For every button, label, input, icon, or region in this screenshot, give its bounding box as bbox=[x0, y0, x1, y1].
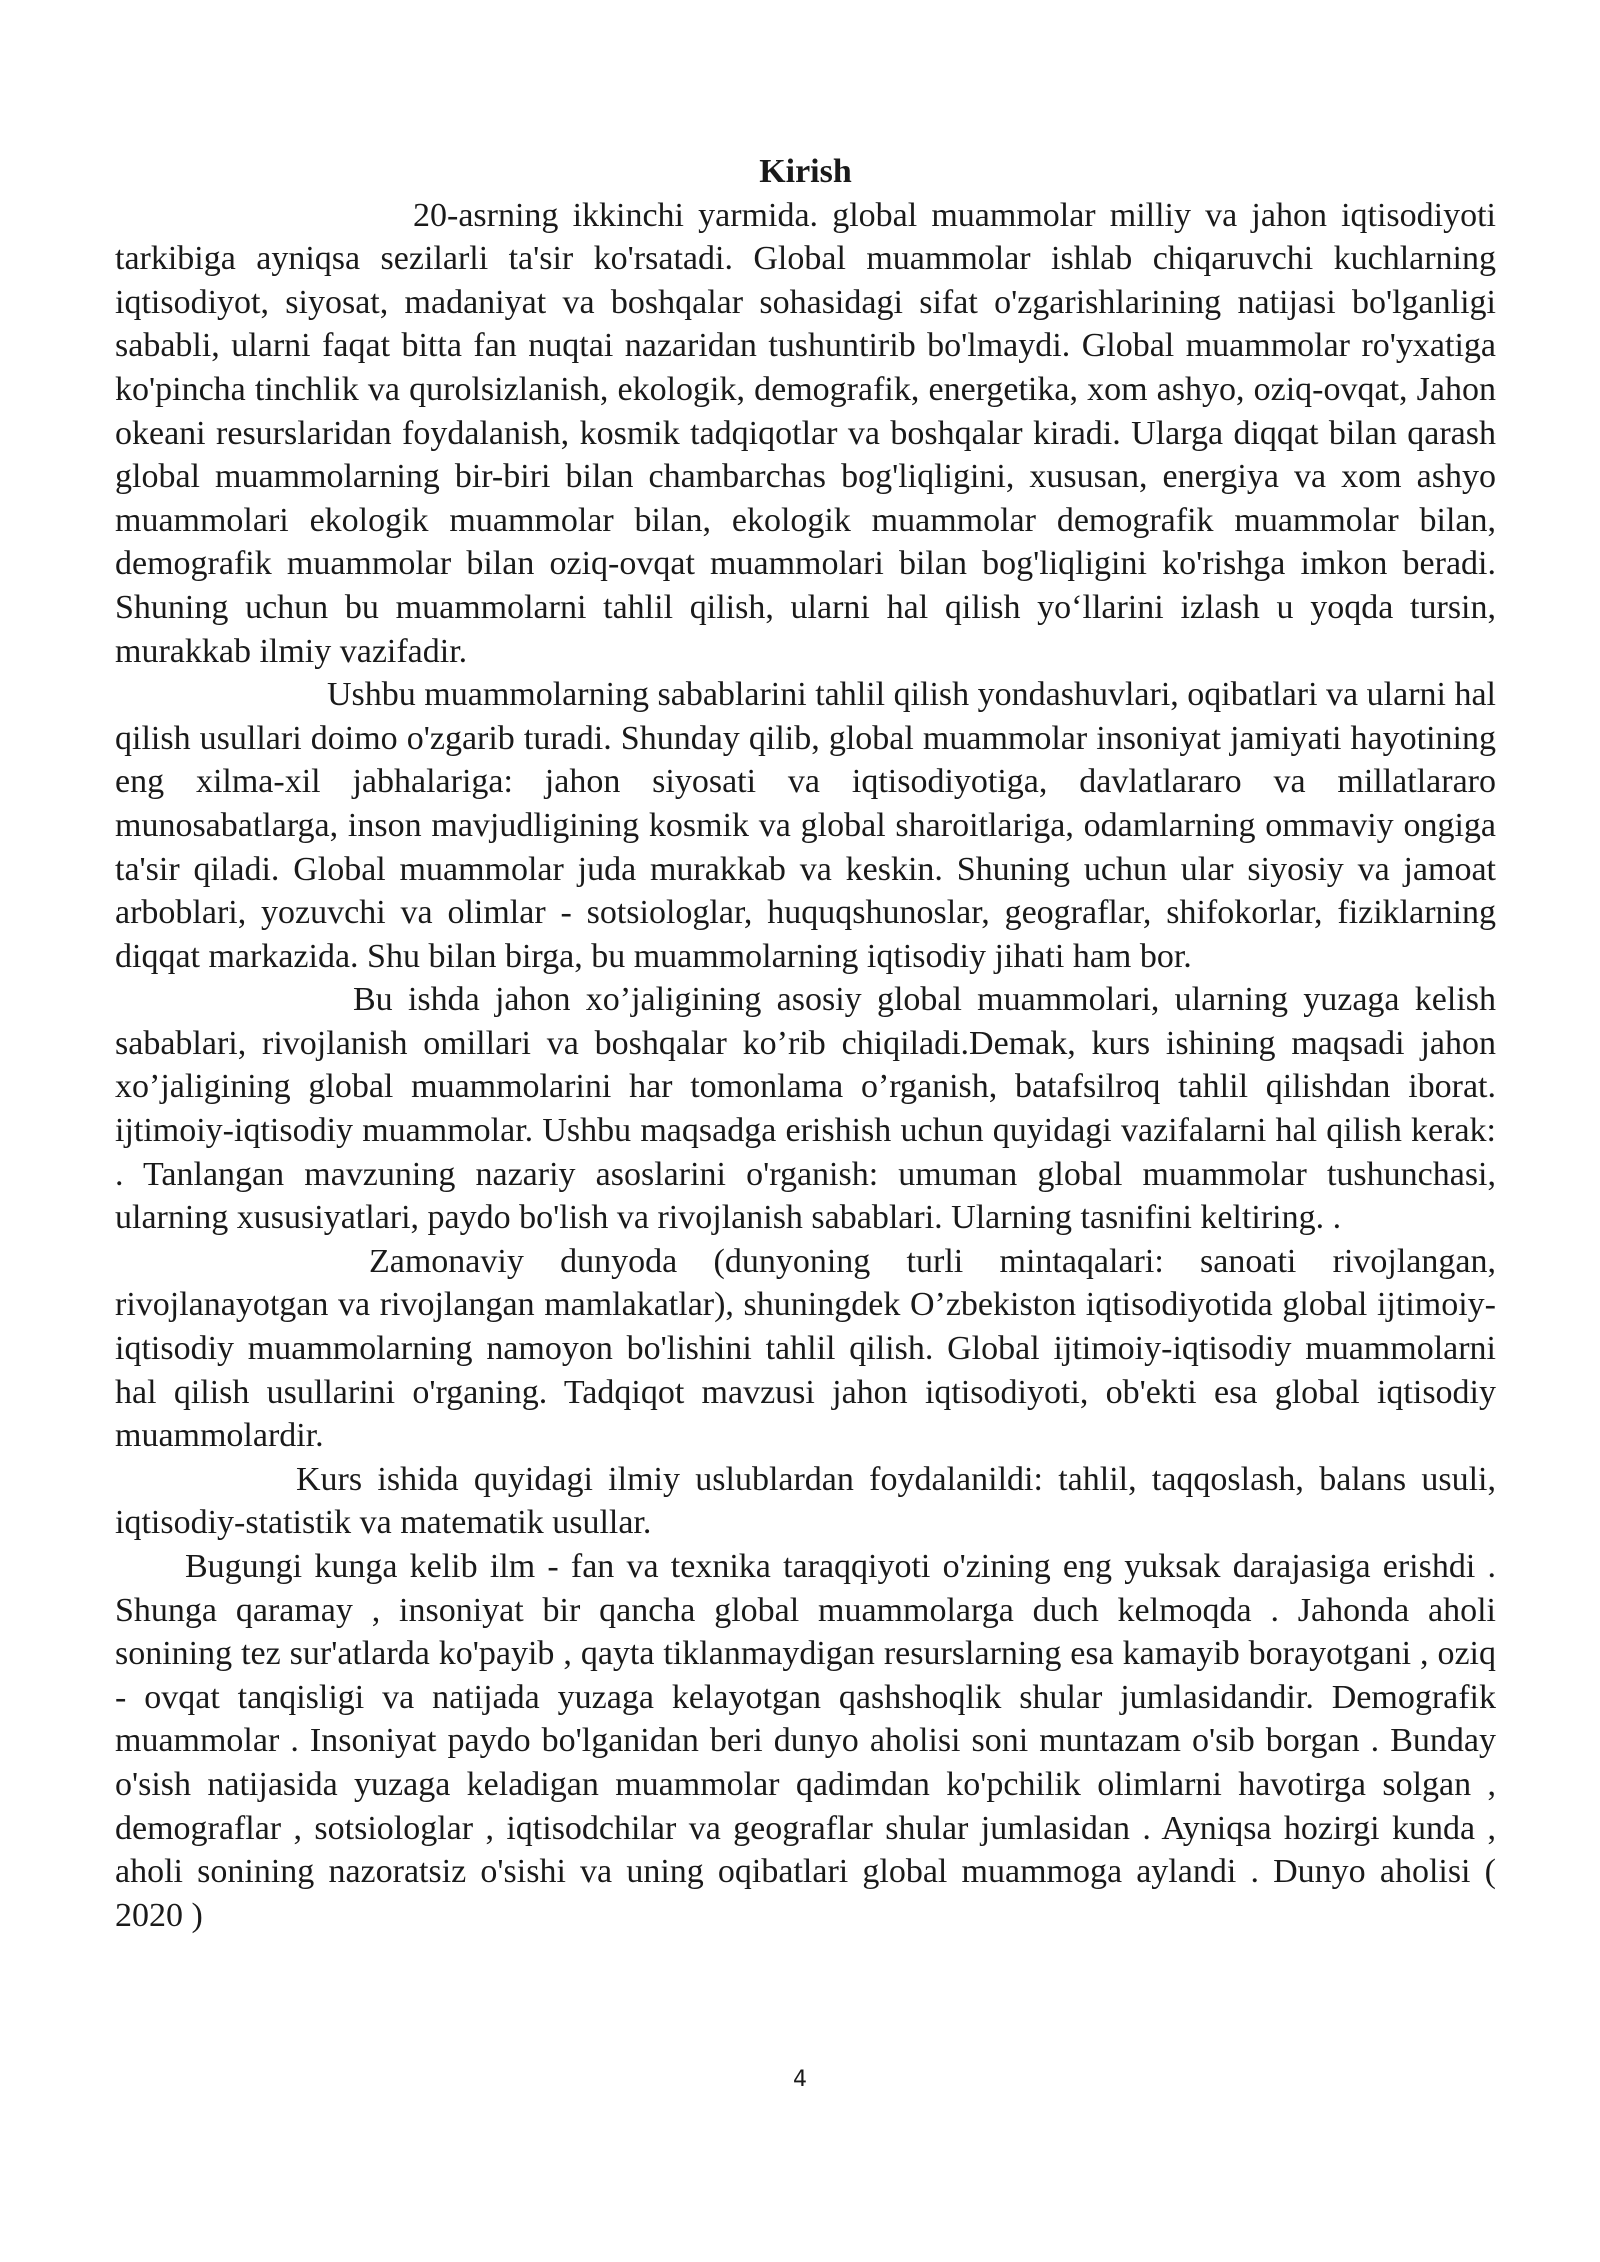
document-body bbox=[115, 150, 1496, 1937]
paragraph-4: Zamonaviy dunyoda (dunyoning turli mintaqalari: sanoati rivojlangan, rivojlanayotgan va rivojlangan mamlakatlar), shuningdek O’zbekiston iqtisodiyotida global ijtimoiy-iqtisodiy muammolarning namoyon bo'lishini tahlil qilish. Global ijtimoiy-iqtisodiy muammolarni hal qilish usullarini o'rganing. Tadqiqot mavzusi jahon iqtisodiyoti, ob'ekti esa global iqtisodiy muammolardir. bbox=[115, 1242, 1496, 1455]
paragraph-3: Bu ishda jahon xo’jaligining asosiy global muammolari, ularning yuzaga kelish sabablari, rivojlanish omillari va boshqalar ko’rib chiqiladi.Demak, kurs ishining maqsadi jahon xo’jaligining global muammolarini har tomonlama o’rganish, batafsilroq tahlil qilishdan iborat. ijtimoiy-iqtisodiy muammolar. Ushbu maqsadga erishish uchun quyidagi vazifalarni hal qilish kerak: . Tanlangan mavzuning nazariy asoslarini o'rganish: umuman global muammolar tushunchasi, ularning xususiyatlari, paydo bo'lish va rivojlanish sabablari. Ularning tasnifini keltiring. . bbox=[115, 981, 1496, 1237]
paragraph-5: Kurs ishida quyidagi ilmiy uslublardan foydalanildi: tahlil, taqqoslash, balans usuli, iqtisodiy-statistik va matematik usullar. bbox=[115, 1460, 1496, 1542]
paragraph-2: Ushbu muammolarning sabablarini tahlil qilish yondashuvlari, oqibatlari va ularni hal qilish usullari doimo o'zgarib turadi. Shunday qilib, global muammolar insoniyat jamiyati hayotining eng xilma-xil jabhalariga: jahon siyosati va iqtisodiyotiga, davlatlararo va millatlararo munosabatlarga, inson mavjudligining kosmik va global sharoitlariga, odamlarning ommaviy ongiga ta'sir qiladi. Global muammolar juda murakkab va keskin. Shuning uchun ular siyosiy va jamoat arboblari, yozuvchi va olimlar - sotsiologlar, huquqshunoslar, geograflar, shifokorlar, fiziklarning diqqat markazida. Shu bilan birga, bu muammolarning iqtisodiy jihati ham bor. bbox=[115, 676, 1496, 975]
page-title: Kirish bbox=[759, 153, 852, 190]
paragraph-1: 20-asrning ikkinchi yarmida. global muammolar milliy va jahon iqtisodiyoti tarkibiga ayniqsa sezilarli ta'sir ko'rsatadi. Global muammolar ishlab chiqaruvchi kuchlarning iqtisodiyot, siyosat, madaniyat va boshqalar sohasidagi sifat o'zgarishlarining natijasi bo'lganligi sababli, ularni faqat bitta fan nuqtai nazaridan tushuntirib bo'lmaydi. Global muammolar ro'yxatiga ko'pincha tinchlik va qurolsizlanish, ekologik, demografik, energetika, xom ashyo, oziq-ovqat, Jahon okeani resurslaridan foydalanish, kosmik tadqiqotlar va boshqalar kiradi. Ularga diqqat bilan qarash global muammolarning bir-biri bilan chambarchas bog'liqligini, xususan, energiya va xom ashyo muammolari ekologik muammolar bilan, ekologik muammolar demografik muammolar bilan, demografik muammolar bilan oziq-ovqat muammolari bilan bog'liqligini ko'rishga imkon beradi. Shuning uchun bu muammolarni tahlil qilish, ularni hal qilish yo‘llarini izlash u yoqda tursin, murakkab ilmiy vazifadir. bbox=[115, 196, 1496, 670]
paragraph-6: Bugungi kunga kelib ilm - fan va texnika taraqqiyoti o'zining eng yuksak darajasiga erishdi . Shunga qaramay , insoniyat bir qancha global muammolarga duch kelmoqda . Jahonda aholi sonining tez sur'atlarda ko'payib , qayta tiklanmaydigan resurslarning esa kamayib borayotgani , oziq - ovqat tanqisligi va natijada yuzaga kelayotgan qashshoqlik shular jumlasidandir. Demografik muammolar . Insoniyat paydo bo'lganidan beri dunyo aholisi soni muntazam o'sib borgan . Bunday o'sish natijasida yuzaga keladigan muammolar qadimdan ko'pchilik olimlarni havotirga solgan , demograflar , sotsiologlar , iqtisodchilar va geograflar shular jumlasidan . Ayniqsa hozirgi kunda , aholi sonining nazoratsiz o'sishi va uning oqibatlari global muammoga aylandi . Dunyo aholisi ( 2020 ) bbox=[115, 1548, 1496, 1934]
page-number: 4 bbox=[793, 2067, 807, 2092]
